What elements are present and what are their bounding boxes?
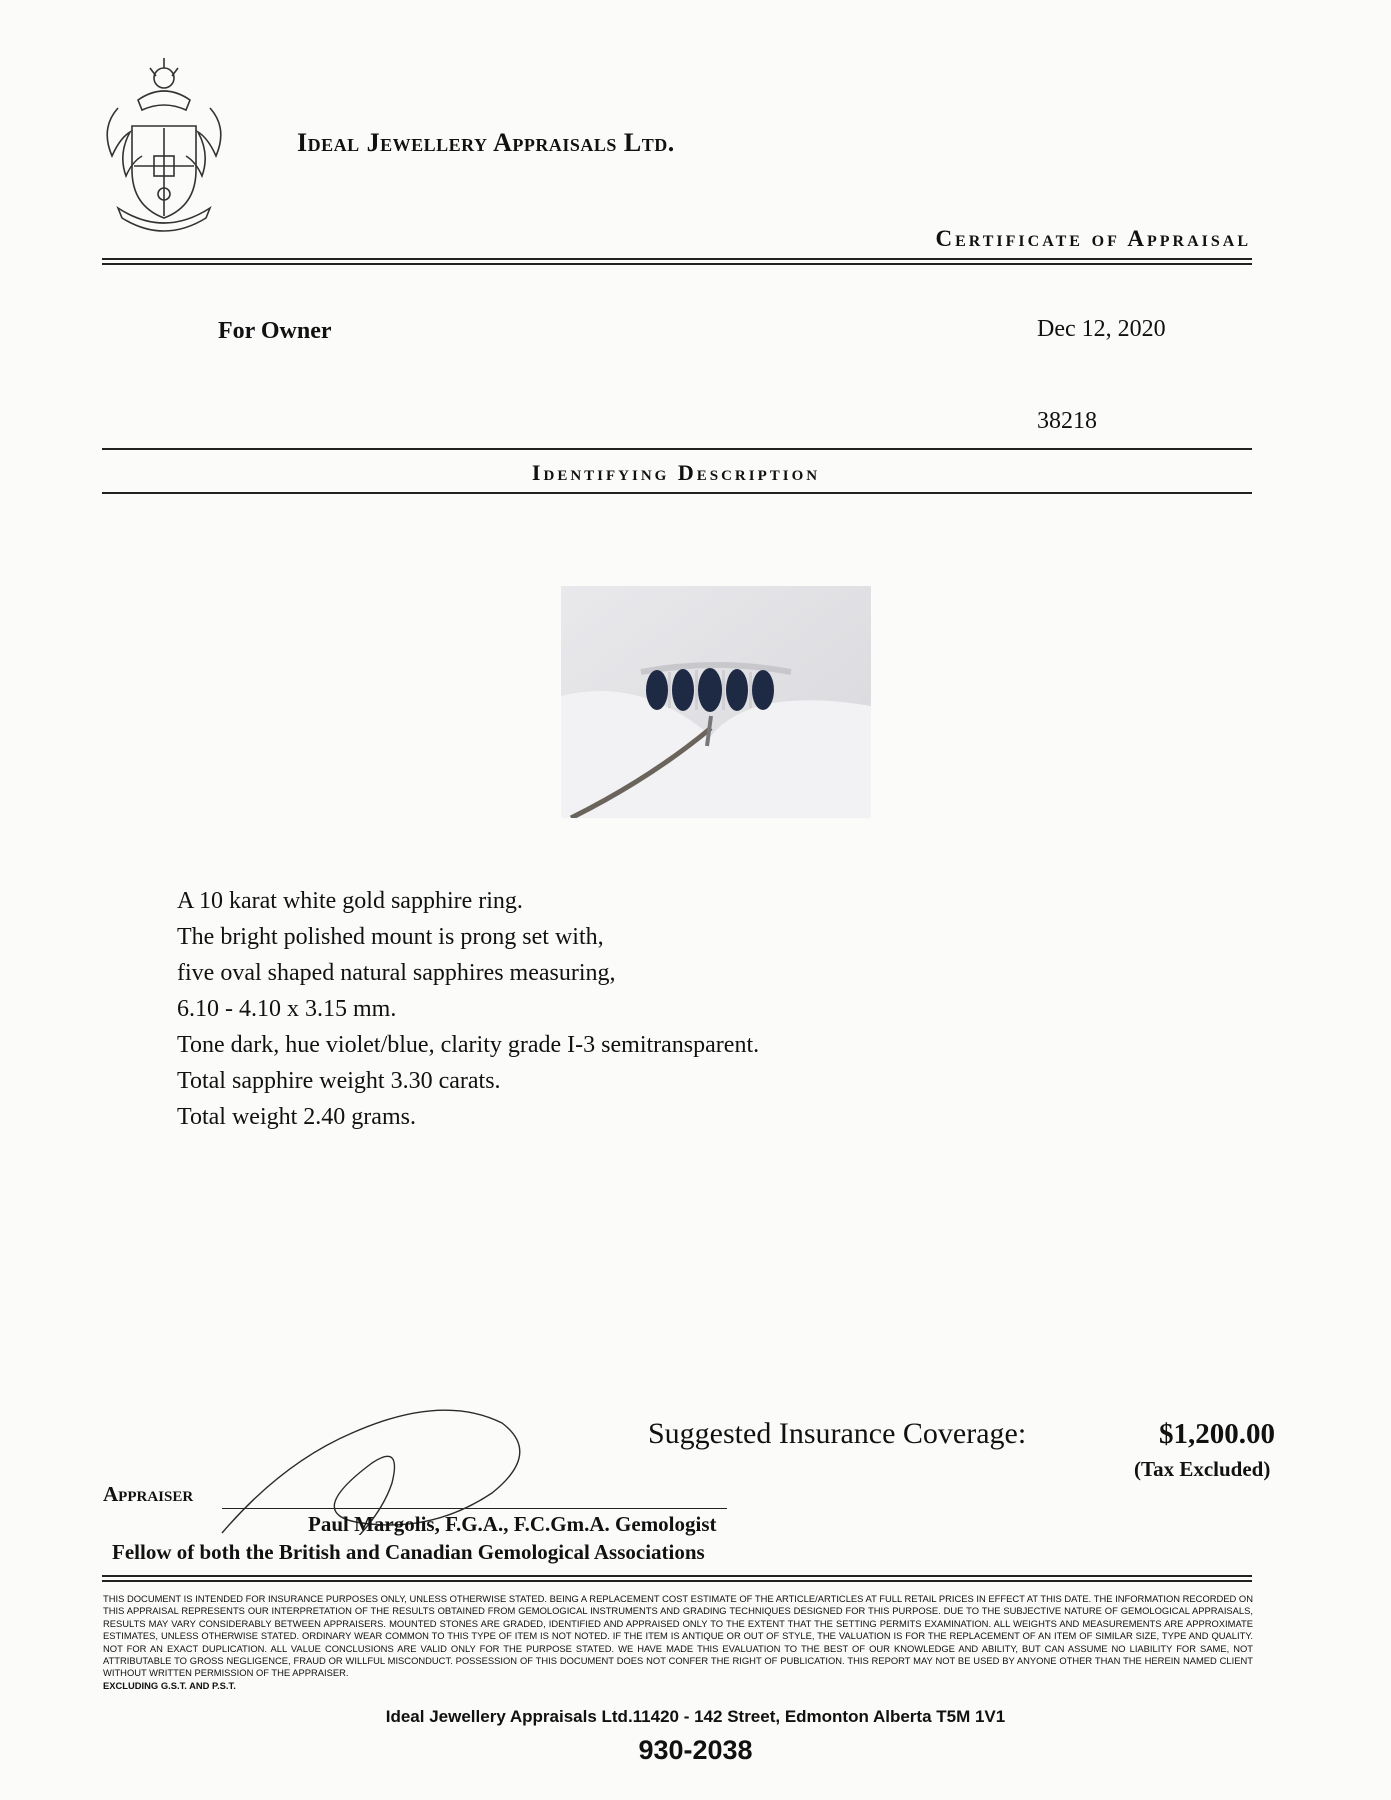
header-rule-bottom xyxy=(102,263,1252,265)
appraisal-number: 38218 xyxy=(1037,408,1097,434)
description-line: 6.10 - 4.10 x 3.15 mm. xyxy=(177,996,397,1022)
header-rule-top xyxy=(102,258,1252,260)
footer-address: Ideal Jewellery Appraisals Ltd.11420 - 142 Street, Edmonton Alberta T5M 1V1 xyxy=(385,1707,1006,1726)
description-line: Tone dark, hue violet/blue, clarity grade I-3 semitransparent. xyxy=(177,1032,760,1058)
appraiser-name: Paul Margolis, F.G.A., F.C.Gm.A. Gemologist xyxy=(308,1512,717,1536)
tax-exclusion-note: EXCLUDING G.S.T. AND P.S.T. xyxy=(103,1680,236,1691)
tax-note: (Tax Excluded) xyxy=(1134,1457,1271,1481)
disclaimer-text: THIS DOCUMENT IS INTENDED FOR INSURANCE PURPOSES ONLY, UNLESS OTHERWISE STATED. BEING A REPLACEMENT COST ESTIMATE OF THE ARTICLE/ARTICLES AT FULL RETAIL PRICES IN EFFECT AT THIS DATE. THE INFORMATION RECORDED ON THIS APPRAISAL REPRESENTS OUR INTERPRETATION OF THE RESULTS OBTAINED FROM GEMOLOGICAL INSTRUMENTS AND GRADING TECHNIQUES DESIGNED FOR THIS PURPOSE. DUE TO THE SUBJECTIVE NATURE OF GEMOLOGICAL APPRAISALS, RESULTS MAY VARY CONSIDERABLY BETWEEN APPRAISERS. MOUNTED STONES ARE GRADED, IDENTIFIED AND APPRAISED ONLY TO THE EXTENT THAT THE SETTING PERMITS EXAMINATION. ALL WEIGHTS AND MEASUREMENTS ARE APPROXIMATE ESTIMATES, UNLESS OTHERWISE STATED. ORDINARY WEAR COMMON TO THIS TYPE OF ITEM IS NOT NOTED. IF THE ITEM IS ANTIQUE OR OUT OF STYLE, THE VALUATION IS FOR THE REPLACEMENT OF AN ITEM OF SIMILAR SIZE, TYPE AND QUALITY. NOT FOR AN EXACT DUPLICATION. ALL VALUE CONCLUSIONS ARE VALID ONLY FOR THE PURPOSE STATED. WE HAVE MADE THIS EVALUATION TO THE BEST OF OUR KNOWLEDGE AND ABILITY, BUT CAN ASSUME NO LIABILITY FOR SAME, NOT ATTRIBUTABLE TO GROSS NEGLIGENCE, FRAUD OR WILLFUL MISCONDUCT. POSSESSION OF THIS DOCUMENT DOES NOT CONFER THE RIGHT OF PUBLICATION. THIS REPORT MAY NOT BE USED BY ANYONE OTHER THAN THE HEREIN NAMED CLIENT WITHOUT WRITTEN PERMISSION OF THE APPRAISER. xyxy=(103,1593,1253,1679)
owner-label: For Owner xyxy=(218,318,332,344)
footer-phone: 930-2038 xyxy=(638,1735,753,1765)
footer-rule-top xyxy=(102,1575,1252,1577)
coat-of-arms-logo xyxy=(98,48,230,244)
description-line: five oval shaped natural sapphires measuring, xyxy=(177,960,616,986)
item-description xyxy=(177,883,759,1135)
appraisal-date: Dec 12, 2020 xyxy=(1037,316,1166,342)
description-line: Total weight 2.40 grams. xyxy=(177,1104,416,1130)
section-title: Identifying Description xyxy=(531,460,821,485)
description-line: The bright polished mount is prong set with, xyxy=(177,924,604,950)
section-rule-top xyxy=(102,448,1252,450)
certificate-title: Certificate of Appraisal xyxy=(935,226,1251,251)
company-name: Ideal Jewellery Appraisals Ltd. xyxy=(297,128,675,157)
insurance-value: $1,200.00 xyxy=(1159,1418,1275,1450)
appraiser-label: Appraiser xyxy=(103,1482,194,1506)
ring-photo xyxy=(561,586,871,818)
description-line: Total sapphire weight 3.30 carats. xyxy=(177,1068,501,1094)
footer-rule-bottom xyxy=(102,1580,1252,1582)
description-line: A 10 karat white gold sapphire ring. xyxy=(177,888,523,914)
insurance-label: Suggested Insurance Coverage: xyxy=(648,1417,1027,1450)
appraiser-fellowship: Fellow of both the British and Canadian Gemological Associations xyxy=(112,1540,705,1564)
section-rule-bottom xyxy=(102,492,1252,494)
